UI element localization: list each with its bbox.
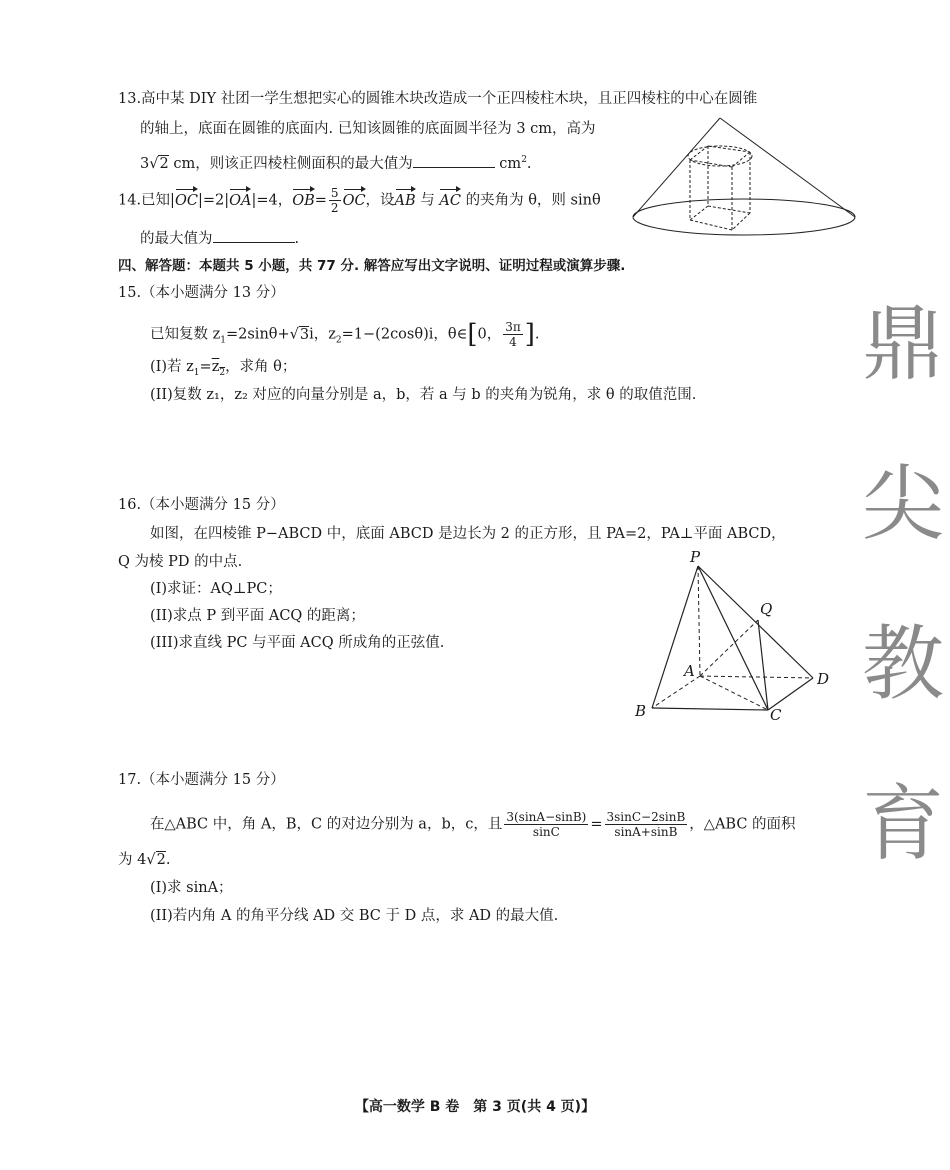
text: (I)若 z	[150, 359, 194, 375]
q13-answer-blank[interactable]	[413, 153, 495, 168]
vector-oc: OC	[174, 192, 198, 209]
q15-given	[150, 320, 540, 350]
cone-base-ellipse	[633, 199, 855, 235]
left-bracket: [	[467, 319, 478, 350]
q17-fraction-2: $\frac{3\sin C-2\sin B}{\sin A+\sin B}$	[606, 810, 686, 839]
q15-end: .	[534, 326, 540, 343]
q15-text-a: 已知复数 z	[150, 326, 221, 343]
q14-line2-text: 的最大值为	[140, 231, 213, 247]
vector-oc-2: OC	[342, 192, 366, 209]
conjugate-z2: $z_2$	[211, 359, 226, 378]
q16-part3: (III)求直线 PC 与平面 ACQ 所成角的正弦值.	[150, 635, 445, 651]
sqrt-symbol: √	[146, 852, 156, 868]
q17-equals: =	[590, 816, 603, 833]
edge-AB	[652, 676, 700, 708]
watermark-char-1: 鼎	[862, 297, 945, 392]
section-heading: 四、解答题：本题共 5 小题，共 77 分. 解答应写出文字说明、证明过程或演算步骤.	[118, 258, 626, 274]
q15-interval-start: 0，	[477, 326, 502, 343]
q17-part1: (I)求 sinA；	[150, 880, 233, 896]
vector-ab: AB	[394, 192, 416, 209]
cone-left-edge	[633, 118, 720, 217]
q14-end: .	[294, 231, 300, 247]
q15-fraction: $\frac{3\pi}{4}$	[505, 320, 521, 349]
text: 为 4	[118, 852, 147, 868]
right-bracket: ]	[524, 319, 535, 350]
edge-PA	[698, 566, 700, 676]
label-Q: Q	[760, 600, 773, 618]
q16-line2: Q 为棱 PD 的中点.	[118, 554, 243, 570]
q15-text-d: =1−(2cosθ)i，θ∈	[341, 326, 468, 343]
pyramid-figure	[630, 548, 845, 728]
q17-header: 17.（本小题满分 15 分）	[118, 772, 285, 788]
q16-part2: (II)求点 P 到平面 ACQ 的距离；	[150, 608, 365, 624]
q13-unit-exp: 2	[521, 155, 527, 165]
q17-part2: (II)若内角 A 的角平分线 AD 交 BC 于 D 点，求 AD 的最大值.	[150, 908, 559, 924]
watermark-char-3: 教	[862, 617, 945, 712]
q17-line2	[118, 850, 170, 870]
cross-section-ellipse	[688, 146, 752, 166]
sqrt-value: 2	[156, 852, 166, 868]
text: .	[165, 852, 171, 868]
q14-answer-blank[interactable]	[213, 228, 295, 243]
q14-line2	[140, 228, 299, 249]
q14-text-a: 14.已知|	[118, 192, 175, 209]
q16-line1: 如图，在四棱锥 P−ABCD 中，底面 ABCD 是边长为 2 的正方形，且 PA=2，PA⊥平面 ABCD，	[150, 526, 786, 542]
text: ，求角 θ；	[225, 359, 297, 375]
q15-part1	[150, 357, 296, 383]
q13-line1: 13.高中某 DIY 社团一学生想把实心的圆锥木块改造成一个正四棱柱木块，且正四棱柱的中心在圆锥	[118, 91, 758, 107]
q13-coef: 3	[140, 155, 150, 172]
q17-line1	[150, 810, 796, 839]
q13-line3	[140, 150, 532, 174]
label-C: C	[770, 706, 782, 724]
vector-oa: OA	[229, 192, 252, 209]
cone-prism-figure	[630, 112, 860, 240]
sub: 2	[335, 335, 342, 346]
vector-ac: AC	[439, 192, 461, 209]
q14-line1	[118, 186, 601, 215]
watermark-char-4: 育	[862, 777, 945, 872]
edge-BC	[652, 708, 768, 710]
label-B: B	[635, 702, 647, 720]
q13-unit: cm	[494, 155, 522, 172]
q14-fraction: $\frac{5}{2}$	[330, 186, 339, 215]
q15-text-b: =2sinθ+	[225, 326, 290, 343]
q17-fraction-1: $\frac{3(\sin A-\sin B)}{\sin C}$	[506, 810, 587, 839]
page-footer: 【高一数学 B 卷 第 3 页(共 4 页)】	[354, 1099, 596, 1115]
sub: 1	[193, 367, 200, 378]
q14-text-g: 的夹角为 θ，则 sinθ	[460, 192, 601, 209]
label-D: D	[817, 670, 830, 688]
label-A: A	[684, 662, 695, 680]
text: =	[199, 359, 212, 375]
q17-text-a: 在△ABC 中，角 A，B，C 的对边分别为 a，b，c，且	[150, 816, 503, 833]
vector-ob: OB	[292, 192, 315, 209]
label-P: P	[690, 548, 701, 566]
cone-right-edge	[720, 118, 855, 217]
q17-text-b: ，△ABC 的面积	[689, 816, 796, 833]
edge-PB	[652, 566, 698, 708]
sqrt-symbol: √	[289, 326, 299, 343]
watermark-char-2: 尖	[862, 457, 945, 552]
q14-text-b: |=2|	[197, 192, 230, 209]
q13-text: cm，则该正四棱柱侧面积的最大值为	[168, 155, 413, 172]
edge-PC	[698, 566, 768, 710]
q16-header: 16.（本小题满分 15 分）	[118, 497, 285, 513]
q13-sqrt-value: 2	[159, 155, 169, 172]
q14-text-c: |=4，	[251, 192, 293, 209]
q14-text-f: 与	[415, 192, 440, 209]
prism-edges	[690, 146, 750, 230]
q15-header: 15.（本小题满分 13 分）	[118, 285, 285, 301]
q16-part1: (I)求证：AQ⊥PC；	[150, 581, 282, 597]
edge-AD	[700, 676, 813, 678]
q15-part2: (II)复数 z₁，z₂ 对应的向量分别是 a，b，若 a 与 b 的夹角为锐角，求 θ 的取值范围.	[150, 387, 697, 403]
q15-sqrt: 3	[299, 326, 310, 343]
q14-text-d: =	[314, 192, 327, 209]
sqrt-symbol: √	[149, 155, 159, 172]
q14-text-e: ，设	[365, 192, 395, 209]
sub: 1	[220, 335, 226, 346]
q13-line2: 的轴上，底面在圆锥的底面内. 已知该圆锥的底面圆半径为 3 cm，高为	[140, 121, 596, 137]
segment-AC	[700, 676, 768, 710]
q13-end: .	[526, 155, 532, 172]
q15-text-c: i，z	[309, 326, 336, 343]
